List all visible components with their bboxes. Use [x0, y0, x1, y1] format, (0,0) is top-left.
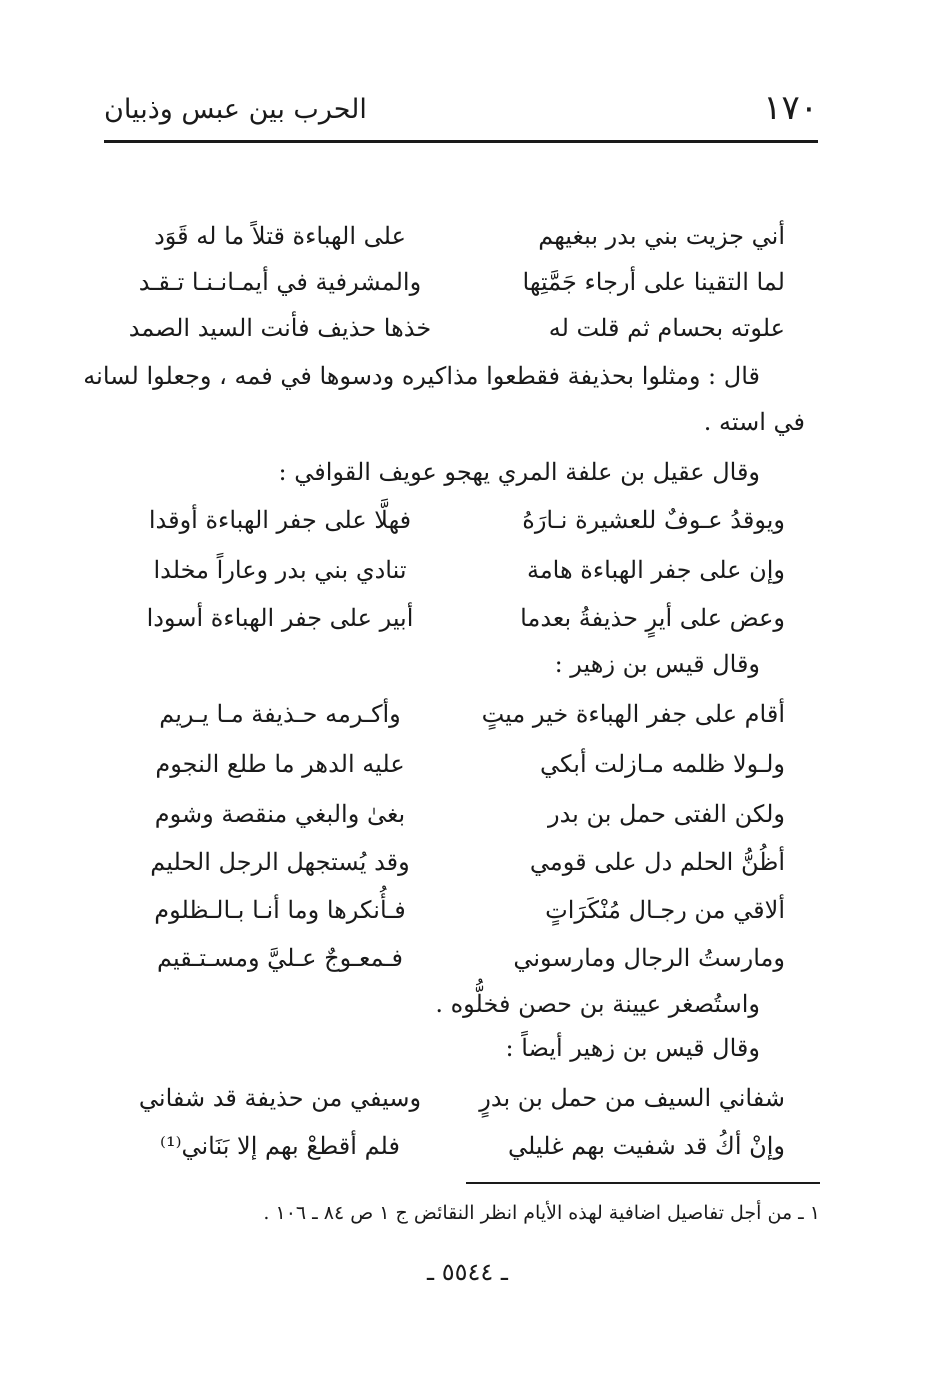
- page-header: [104, 88, 818, 136]
- prose-line: في استه .: [703, 408, 805, 436]
- poem-intro: وقال عقيل بن علفة المري يهجو عويف القوافي :: [278, 458, 760, 486]
- folio-number: ـ ٥٥٤٤ ـ: [427, 1258, 508, 1286]
- verse-first-hemistich: ألاقي من رجـال مُنْكَرَاتٍ: [545, 896, 785, 924]
- header-rule: [104, 140, 818, 143]
- verse-second-hemistich: أبير على جفر الهباءة أسودا: [146, 604, 414, 632]
- verse-line: [0, 794, 935, 834]
- verse-second-hemistich: وسيفي من حذيفة قد شفاني: [138, 1084, 422, 1112]
- verse-first-hemistich: ولكن الفتى حمل بن بدر: [547, 800, 785, 828]
- verse-first-hemistich: أني جزيت بني بدر ببغيهم: [538, 222, 785, 250]
- footnote: ١ ـ من أجل تفاصيل اضافية لهذه الأيام انظر النقائض ج ١ ص ٨٤ ـ ١٠٦ .: [263, 1202, 820, 1224]
- running-title: الحرب بين عبس وذبيان: [104, 94, 367, 125]
- verse-second-hemistich: على الهباءة قتلاً ما له قَوَد: [154, 222, 406, 250]
- verse-first-hemistich: وعض على أيرٍ حذيفةُ بعدما: [520, 604, 785, 632]
- verse-second-hemistich: فـأُنكرها وما أنـا بـالـظلوم: [154, 896, 406, 924]
- poem-intro: وقال قيس بن زهير :: [554, 650, 760, 678]
- verse-line: [0, 216, 935, 256]
- verse-line: [0, 1126, 935, 1166]
- prose-line: واستُصغر عيينة بن حصن فخلُّوه .: [435, 990, 760, 1018]
- verse-first-hemistich: لما التقينا على أرجاء جَمَّتِها: [522, 268, 785, 296]
- verse-line: [0, 938, 935, 978]
- verse-second-hemistich: تنادي بني بدر وعاراً مخلدا: [153, 556, 407, 584]
- verse-line: [0, 550, 935, 590]
- verse-first-hemistich: أقام على جفر الهباءة خير ميتٍ: [481, 700, 785, 728]
- verse-second-hemistich: والمشرفية في أيمـانـنـا تـقـد: [138, 268, 422, 296]
- verse-second-hemistich: عليه الدهر ما طلع النجوم: [155, 750, 405, 778]
- verse-first-hemistich: ويوقدُ عـوفٌ للعشيرة نـارَهُ: [522, 506, 785, 534]
- verse-line: [0, 1078, 935, 1118]
- verse-line: [0, 500, 935, 540]
- verse-second-hemistich: فهلَّا على جفر الهباءة أوقدا: [148, 506, 412, 534]
- verse-first-hemistich: وإنْ أكُ قد شفيت بهم غليلي: [507, 1132, 785, 1160]
- verse-line: [0, 744, 935, 784]
- verse-second-hemistich: فـمعـوجٌ عـليَّ ومسـتـقيم: [157, 944, 403, 972]
- footnote-rule: [466, 1182, 820, 1184]
- verse-first-hemistich: شفاني السيف من حمل بن بدرٍ: [479, 1084, 785, 1112]
- poem-intro: وقال قيس بن زهير أيضاً :: [505, 1034, 760, 1062]
- verse-line: [0, 890, 935, 930]
- verse-first-hemistich: وإن على جفر الهباءة هامة: [526, 556, 785, 584]
- verse-second-hemistich: وأكـرمه حـذيفة مـا يـريم: [159, 700, 401, 728]
- verse-line: [0, 598, 935, 638]
- verse-line: [0, 694, 935, 734]
- verse-second-hemistich: بغىٰ والبغي منقصة وشوم: [154, 800, 406, 828]
- prose-line: قال : ومثلوا بحذيفة فقطعوا مذاكيره ودسوها في فمه ، وجعلوا لسانه: [83, 362, 760, 390]
- verse-first-hemistich: علوته بحسام ثم قلت له: [548, 314, 785, 342]
- verse-line: [0, 842, 935, 882]
- verse-first-hemistich: ومارستُ الرجال ومارسوني: [513, 944, 785, 972]
- page-number: ١٧٠: [763, 88, 818, 128]
- verse-line: [0, 308, 935, 348]
- verse-first-hemistich: أظُنُّ الحلم دل على قومي: [529, 848, 785, 876]
- verse-second-hemistich: فلم أقطعْ بهم إلا بَنَاني⁽¹⁾: [160, 1132, 400, 1160]
- verse-second-hemistich: وقد يُستجهل الرجل الحليم: [150, 848, 410, 876]
- verse-line: [0, 262, 935, 302]
- verse-second-hemistich: خذها حذيف فأنت السيد الصمد: [128, 314, 432, 342]
- verse-first-hemistich: ولـولا ظلمه مـازلت أبكي: [540, 750, 785, 778]
